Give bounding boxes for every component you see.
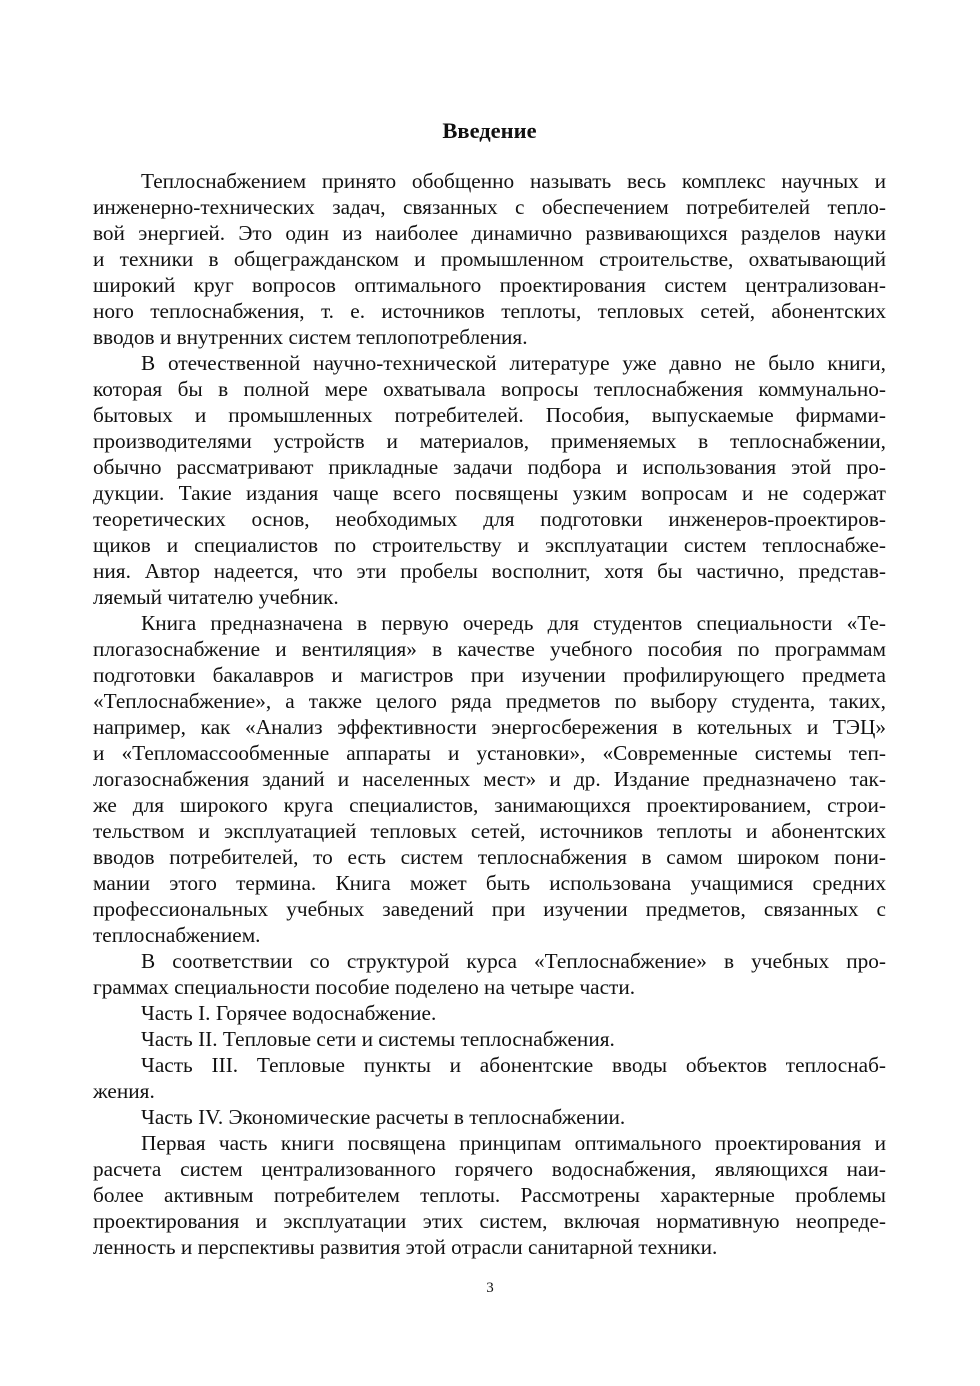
text-line: жения. — [93, 1079, 155, 1103]
text-line: же для широкого круга специалистов, занимающихся проектированием, строи- — [93, 793, 886, 817]
text-line: обычно рассматривают прикладные задачи подбора и использования этой про- — [93, 455, 886, 479]
text-line: Часть II. Тепловые сети и системы теплоснабжения. — [141, 1027, 615, 1051]
text-line: и техники в общегражданском и промышленном строительстве, охватывающий — [93, 247, 886, 271]
text-line: более активным потребителем теплоты. Рассмотрены характерные проблемы — [93, 1183, 886, 1207]
text-line: теплоснабжением. — [93, 923, 261, 947]
body-text — [93, 168, 886, 1260]
text-line: и «Тепломассообменные аппараты и установки», «Современные системы теп- — [93, 741, 886, 765]
page-title: Введение — [442, 118, 537, 143]
text-line: широкий круг вопросов оптимального проектирования систем централизован- — [93, 273, 886, 297]
text-line: инженерно-технических задач, связанных с обеспечением потребителей тепло- — [93, 195, 886, 219]
text-line: логазоснабжения зданий и населенных мест» и др. Издание предназначено так- — [93, 767, 886, 791]
text-line: плогазоснабжение и вентиляция» в качестве учебного пособия по программам — [93, 637, 886, 661]
text-line: В отечественной научно-технической литературе уже давно не было книги, — [141, 351, 886, 375]
text-line: Часть I. Горячее водоснабжение. — [141, 1001, 437, 1025]
text-line: Книга предназначена в первую очередь для студентов специальности «Те- — [141, 611, 886, 635]
page-number: 3 — [486, 1280, 494, 1296]
text-line: ния. Автор надеется, что эти пробелы восполнит, хотя бы частично, представ- — [93, 559, 886, 583]
text-line: ного теплоснабжения, т. е. источников теплоты, тепловых сетей, абонентских — [93, 299, 886, 323]
text-line: щиков и специалистов по строительству и эксплуатации систем теплоснабже- — [93, 533, 886, 557]
text-line: ляемый читателю учебник. — [93, 585, 339, 609]
text-line: вой энергией. Это один из наиболее динамично развивающихся разделов науки — [93, 221, 886, 245]
text-line: бытовых и промышленных потребителей. Пособия, выпускаемые фирмами- — [93, 403, 886, 427]
text-line: мании этого термина. Книга может быть использована учащимися средних — [93, 871, 886, 895]
document-page — [93, 116, 886, 1260]
text-line: которая бы в полной мере охватывала вопросы теплоснабжения коммунально- — [93, 377, 886, 401]
text-line: граммах специальности пособие поделено на четыре части. — [93, 975, 636, 999]
text-line: производителями устройств и материалов, применяемых в теплоснабжении, — [93, 429, 886, 453]
text-line: расчета систем централизованного горячего водоснабжения, являющихся наи- — [93, 1157, 886, 1181]
text-line: Теплоснабжением принято обобщенно называть весь комплекс научных и — [141, 169, 886, 193]
text-line: Первая часть книги посвящена принципам оптимального проектирования и — [141, 1131, 886, 1155]
text-line: вводов потребителей, то есть систем теплоснабжения в самом широком пони- — [93, 845, 886, 869]
text-line: вводов и внутренних систем теплопотребления. — [93, 325, 528, 349]
text-line: тельством и эксплуатацией тепловых сетей, источников теплоты и абонентских — [93, 819, 886, 843]
text-line: теоретических основ, необходимых для подготовки инженеров-проектиров- — [93, 507, 886, 531]
text-line: подготовки бакалавров и магистров при изучении профилирующего предмета — [93, 663, 886, 687]
text-line: Часть III. Тепловые пункты и абонентские вводы объектов теплоснаб- — [141, 1053, 886, 1077]
text-line: ленность и перспективы развития этой отрасли санитарной техники. — [93, 1235, 718, 1259]
text-line: профессиональных учебных заведений при изучении предметов, связанных с — [93, 897, 886, 921]
text-line: например, как «Анализ эффективности энергосбережения в котельных и ТЭЦ» — [93, 715, 886, 739]
text-line: дукции. Такие издания чаще всего посвящены узким вопросам и не содержат — [93, 481, 886, 505]
text-line: «Теплоснабжение», а также целого ряда предметов по выбору студента, таких, — [93, 689, 886, 713]
text-line: В соответствии со структурой курса «Теплоснабжение» в учебных про- — [141, 949, 886, 973]
text-line: Часть IV. Экономические расчеты в теплоснабжении. — [141, 1105, 626, 1129]
text-line: проектирования и эксплуатации этих систем, включая нормативную неопреде- — [93, 1209, 886, 1233]
